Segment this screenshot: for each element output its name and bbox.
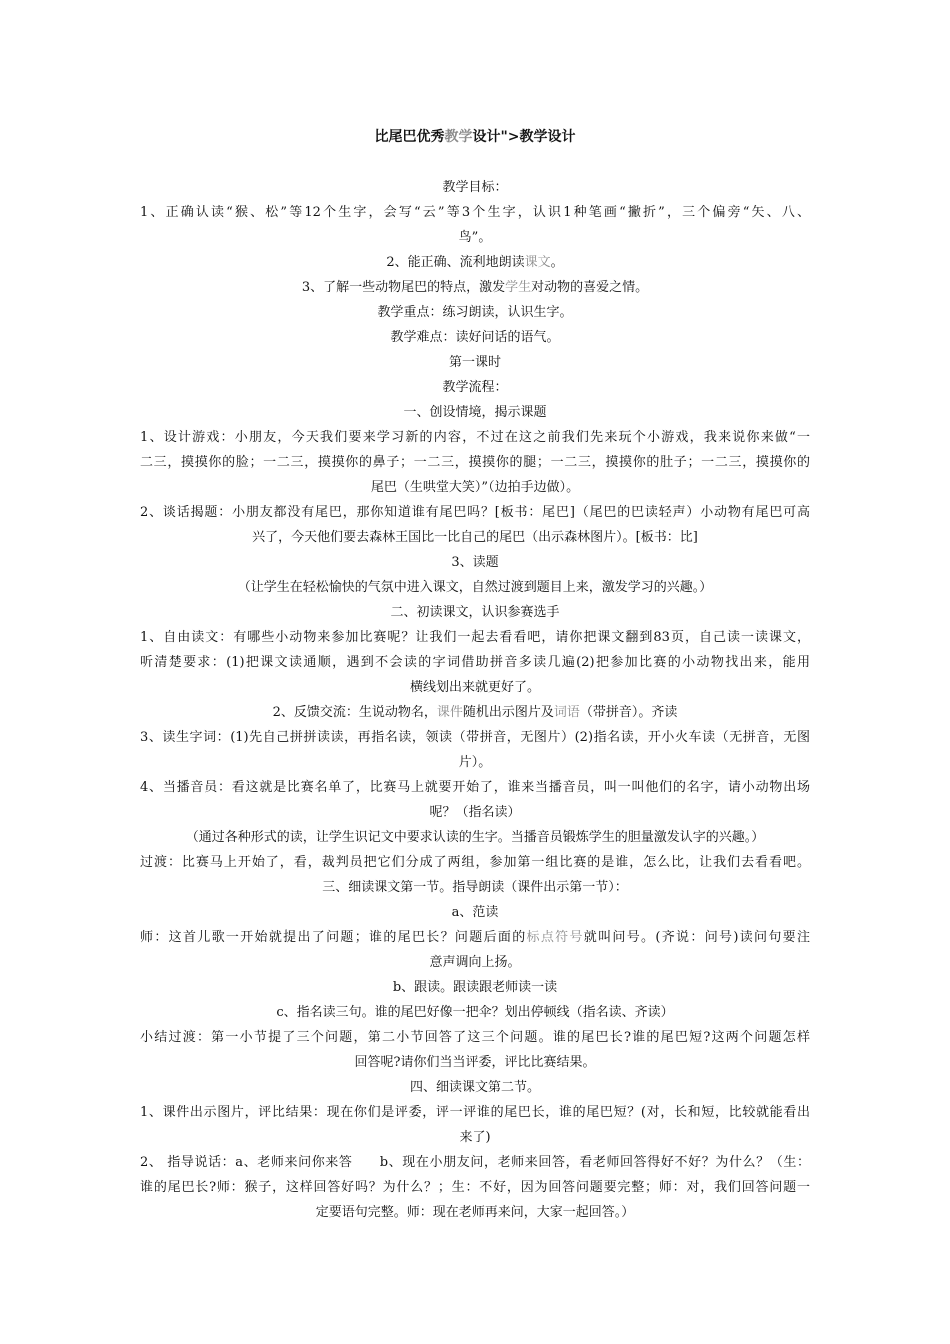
paragraph-line: 3、读题	[451, 555, 499, 570]
paragraph-line: 1、课件出示图片，评比结果：现在你们是评委，评一评谁的尾巴长，谁的尾巴短？(对，长和短，比较就能看出	[140, 1105, 810, 1120]
title-post: 设计">教学设计	[472, 129, 576, 145]
link-text: 词语	[553, 705, 580, 720]
paragraph-line: 1、自由读文：有哪些小动物来参加比赛呢？让我们一起去看看吧，请你把课文翻到83页，自己读一读课文，	[140, 630, 810, 645]
paragraph-line: 谁的尾巴长?师：猴子，这样回答好吗？为什么？；生：不好，因为回答问题要完整；师：对，我们回答问题一	[140, 1180, 810, 1195]
paragraph-line	[140, 275, 810, 300]
paragraph-line: 教学流程：	[442, 380, 508, 395]
paragraph-line: 过渡：比赛马上开始了，看，裁判员把它们分成了两组，参加第一组比赛的是谁，怎么比，让我们去看看吧。	[140, 855, 810, 870]
paragraph-line: c、指名读三句。谁的尾巴好像一把伞？划出停顿线（指名读、齐读）	[276, 1005, 674, 1020]
paragraph-line: a、范读	[451, 905, 499, 920]
paragraph-line: 回答呢?请你们当当评委，评比比赛结果。	[354, 1055, 596, 1070]
text-segment: 就叫问号。(齐说：问号)读问句要注	[583, 930, 810, 945]
section-heading: 四、细读课文第二节。	[409, 1080, 540, 1095]
section-heading: 二、初读课文，认识参赛选手	[390, 605, 560, 620]
paragraph-line: 呢？（指名读）	[429, 805, 521, 820]
paragraph-line: 1、设计游戏：小朋友，今天我们要来学习新的内容，不过在这之前我们先来玩个小游戏，我来说你来做“一	[140, 430, 810, 445]
text-segment: （带拼音）。齐读	[579, 705, 678, 720]
text-segment: 3、了解一些动物尾巴的特点，激发	[301, 280, 506, 295]
text-segment: 2、能正确、流利地朗读	[386, 255, 525, 270]
link-text: 学生	[505, 280, 532, 295]
paragraph-line: 教学难点：读好问话的语气。	[390, 330, 560, 345]
section-heading: 三、细读课文第一节。指导朗读（课件出示第一节）：	[322, 880, 628, 895]
paragraph-line: （让学生在轻松愉快的气氛中进入课文，自然过渡到题目上来，激发学习的兴趣。）	[237, 580, 713, 595]
paragraph-line: 意声调向上扬。	[429, 955, 521, 970]
paragraph-line: 横线划出来就更好了。	[409, 680, 540, 695]
paragraph-line: 小结过渡：第一小节提了三个问题，第二小节回答了这三个问题。谁的尾巴长?谁的尾巴短?这两个问题怎样	[140, 1030, 810, 1045]
paragraph-line: 第一课时	[448, 355, 501, 370]
text-segment: 对动物的喜爱之情。	[531, 280, 649, 295]
paragraph-line: 鸟”。	[458, 230, 492, 245]
paragraph-line	[140, 250, 810, 275]
paragraph-line: 4、当播音员：看这就是比赛名单了，比赛马上就要开始了，谁来当播音员，叫一叫他们的名字，请小动物出场	[140, 780, 810, 795]
paragraph-line: 兴了，今天他们要去森林王国比一比自己的尾巴（出示森林图片）。[板书：比]	[252, 530, 698, 545]
section-heading: 一、创设情境，揭示课题	[403, 405, 547, 420]
paragraph-line: 1、正确认读“猴、松”等12个生字，会写“云”等3个生字，认识1种笔画“撇折”，三个偏旁“矢、八、	[140, 205, 810, 220]
paragraph-line: 2、 指导说话：a、老师来问你来答 b、现在小朋友问，老师来回答，看老师回答得好不好？为什么？（生：	[140, 1155, 810, 1170]
title-highlight: 教学	[444, 129, 473, 145]
title-pre: 比尾巴优秀	[374, 129, 445, 145]
text-segment: 2、反馈交流：生说动物名，	[272, 705, 437, 720]
paragraph-line: 尾巴（生哄堂大笑）”（边拍手边做）。	[370, 480, 580, 495]
paragraph-line: 来了)	[459, 1130, 491, 1145]
paragraph-line: 3、读生字词：(1)先自己拼拼读读，再指名读，领读（带拼音，无图片）(2)指名读，开小火车读（无拼音，无图	[140, 730, 810, 745]
paragraph-line	[140, 925, 810, 950]
paragraph-line: 片）。	[458, 755, 492, 770]
paragraph-line: （通过各种形式的读，让学生识记文中要求认读的生字。当播音员锻炼学生的胆量激发认字的兴趣。）	[185, 830, 765, 845]
paragraph-line: 2、谈话揭题：小朋友都没有尾巴，那你知道谁有尾巴吗？[板书：尾巴]（尾巴的巴读轻声）小动物有尾巴可高	[140, 505, 810, 520]
document-title	[0, 127, 950, 147]
paragraph-line: 听清楚要求：(1)把课文读通顺，遇到不会读的字词借助拼音多读几遍(2)把参加比赛的小动物找出来，能用	[140, 655, 810, 670]
paragraph-line: b、跟读。跟读跟老师读一读	[392, 980, 558, 995]
text-segment: 师：这首儿歌一开始就提出了问题；谁的尾巴长？问题后面的	[140, 930, 527, 945]
paragraph-line	[140, 700, 810, 725]
link-text: 课文	[524, 255, 551, 270]
text-segment: 。	[550, 255, 564, 270]
paragraph-line: 定要语句完整。师：现在老师再来问，大家一起回答。）	[315, 1205, 635, 1220]
paragraph-line: 二三，摸摸你的脸；一二三，摸摸你的鼻子；一二三，摸摸你的腿；一二三，摸摸你的肚子；一二三，摸摸你的	[140, 455, 810, 470]
paragraph-line: 教学重点：练习朗读，认识生字。	[377, 305, 573, 320]
paragraph-line: 教学目标：	[442, 180, 508, 195]
text-segment: 随机出示图片及	[462, 705, 554, 720]
link-text: 标点符号	[526, 930, 584, 945]
link-text: 课件	[436, 705, 463, 720]
